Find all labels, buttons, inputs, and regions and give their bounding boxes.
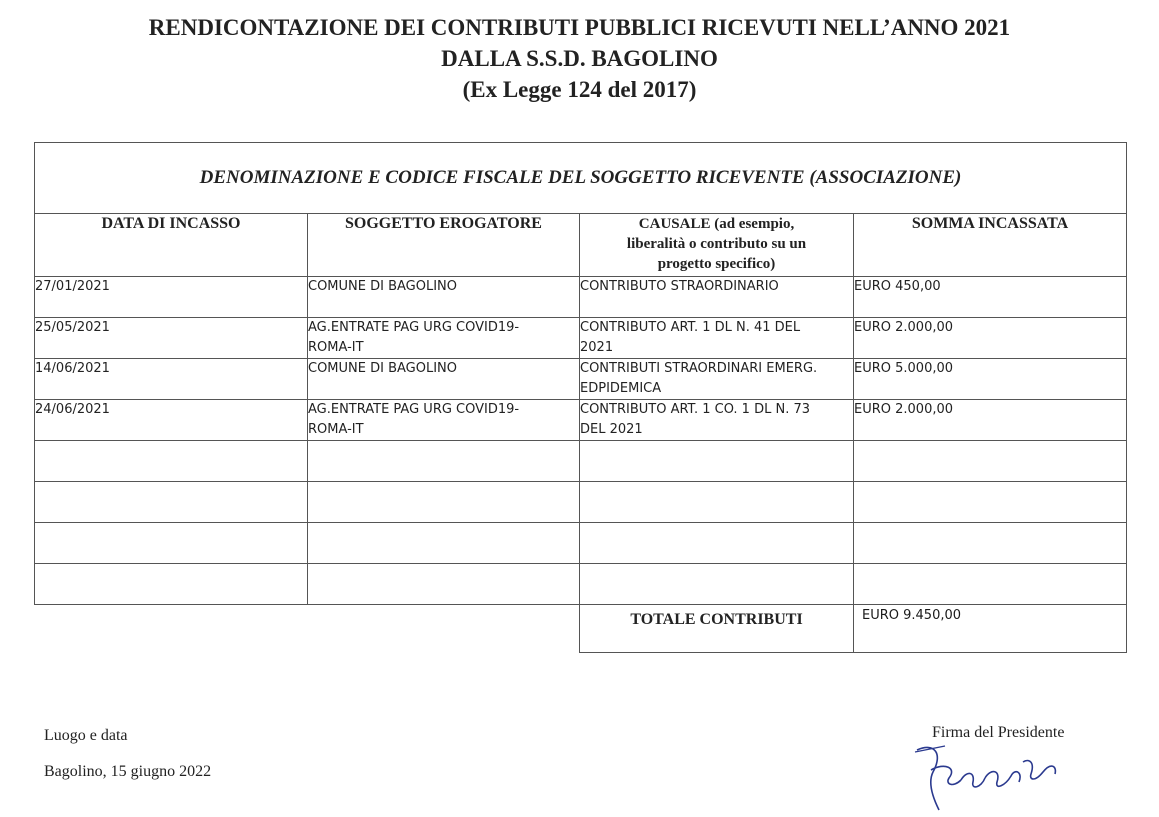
empty-cell bbox=[580, 523, 854, 564]
empty-cell bbox=[854, 564, 1127, 605]
cell-causale bbox=[580, 318, 854, 359]
empty-cell bbox=[35, 523, 308, 564]
table-row bbox=[35, 277, 1127, 318]
cell-amount bbox=[854, 359, 1127, 400]
cell-date-text: 25/05/2021 bbox=[35, 320, 110, 335]
cell-date bbox=[35, 359, 308, 400]
empty-cell bbox=[580, 564, 854, 605]
col-header-causale-line-2: liberalità o contributo su un bbox=[626, 236, 807, 252]
cell-amount-text: EURO 2.000,00 bbox=[854, 402, 954, 417]
blank-cell bbox=[35, 605, 308, 653]
column-headers bbox=[35, 214, 1127, 277]
cell-causale bbox=[580, 400, 854, 441]
place-label: Luogo e data bbox=[44, 727, 128, 744]
handwritten-signature bbox=[905, 732, 1065, 812]
cell-payer bbox=[308, 277, 580, 318]
col-header-date: DATA DI INCASSO bbox=[35, 214, 308, 277]
cell-amount bbox=[854, 400, 1127, 441]
cell-amount-text: EURO 2.000,00 bbox=[854, 320, 954, 335]
cell-date bbox=[35, 277, 308, 318]
col-header-causale bbox=[580, 214, 854, 277]
empty-cell bbox=[308, 523, 580, 564]
empty-cell bbox=[35, 564, 308, 605]
cell-amount bbox=[854, 318, 1127, 359]
cell-date-text: 27/01/2021 bbox=[35, 279, 110, 294]
title-line-2: DALLA S.S.D. BAGOLINO bbox=[441, 46, 718, 71]
cell-amount-text: EURO 5.000,00 bbox=[854, 361, 954, 376]
blank-cell bbox=[308, 605, 580, 653]
contributions-table bbox=[34, 142, 1127, 653]
document-title bbox=[0, 12, 1159, 105]
empty-cell bbox=[308, 564, 580, 605]
col-header-payer: SOGGETTO EROGATORE bbox=[308, 214, 580, 277]
empty-cell bbox=[854, 523, 1127, 564]
total-label: TOTALE CONTRIBUTI bbox=[580, 605, 854, 653]
table-row bbox=[35, 318, 1127, 359]
col-header-causale-line-1: CAUSALE (ad esempio, bbox=[638, 216, 795, 232]
cell-date-text: 14/06/2021 bbox=[35, 361, 110, 376]
table-row bbox=[35, 359, 1127, 400]
empty-cell bbox=[854, 482, 1127, 523]
place-date: Bagolino, 15 giugno 2022 bbox=[44, 763, 212, 780]
empty-cell bbox=[580, 441, 854, 482]
empty-row bbox=[35, 564, 1127, 605]
empty-row bbox=[35, 482, 1127, 523]
cell-payer-line-1: COMUNE DI BAGOLINO bbox=[308, 361, 458, 376]
cell-causale-line-1: CONTRIBUTO ART. 1 DL N. 41 DEL bbox=[580, 320, 801, 335]
cell-payer bbox=[308, 318, 580, 359]
title-line-1: RENDICONTAZIONE DEI CONTRIBUTI PUBBLICI RICEVUTI NELL’ANNO 2021 bbox=[148, 15, 1011, 40]
empty-cell bbox=[308, 482, 580, 523]
cell-causale-line-2: EDPIDEMICA bbox=[580, 381, 662, 396]
total-amount: EURO 9.450,00 bbox=[854, 605, 1127, 653]
cell-causale-line-1: CONTRIBUTO ART. 1 CO. 1 DL N. 73 bbox=[580, 402, 810, 417]
cell-payer-line-1: AG.ENTRATE PAG URG COVID19- bbox=[308, 402, 520, 417]
col-header-amount: SOMMA INCASSATA bbox=[854, 214, 1127, 277]
empty-row bbox=[35, 523, 1127, 564]
cell-payer bbox=[308, 400, 580, 441]
empty-cell bbox=[580, 482, 854, 523]
table-row bbox=[35, 400, 1127, 441]
col-header-causale-line-3: progetto specifico) bbox=[657, 256, 776, 272]
total-row bbox=[35, 605, 1127, 653]
empty-cell bbox=[35, 441, 308, 482]
signature-label: Firma del Presidente bbox=[932, 724, 1065, 741]
cell-causale bbox=[580, 359, 854, 400]
cell-amount bbox=[854, 277, 1127, 318]
cell-payer-line-1: AG.ENTRATE PAG URG COVID19- bbox=[308, 320, 520, 335]
cell-causale-line-2: DEL 2021 bbox=[580, 422, 643, 437]
recipient-header: DENOMINAZIONE E CODICE FISCALE DEL SOGGETTO RICEVENTE (ASSOCIAZIONE) bbox=[35, 143, 1127, 214]
cell-amount-text: EURO 450,00 bbox=[854, 279, 941, 294]
cell-causale bbox=[580, 277, 854, 318]
empty-cell bbox=[308, 441, 580, 482]
cell-date bbox=[35, 318, 308, 359]
empty-cell bbox=[35, 482, 308, 523]
cell-date bbox=[35, 400, 308, 441]
cell-payer-line-2: ROMA-IT bbox=[308, 340, 364, 355]
cell-payer bbox=[308, 359, 580, 400]
empty-cell bbox=[854, 441, 1127, 482]
cell-payer-line-1: COMUNE DI BAGOLINO bbox=[308, 279, 458, 294]
empty-row bbox=[35, 441, 1127, 482]
cell-payer-line-2: ROMA-IT bbox=[308, 422, 364, 437]
cell-causale-line-1: CONTRIBUTO STRAORDINARIO bbox=[580, 279, 779, 294]
cell-causale-line-1: CONTRIBUTI STRAORDINARI EMERG. bbox=[580, 361, 818, 376]
cell-date-text: 24/06/2021 bbox=[35, 402, 110, 417]
cell-causale-line-2: 2021 bbox=[580, 340, 614, 355]
title-line-3: (Ex Legge 124 del 2017) bbox=[462, 77, 697, 102]
